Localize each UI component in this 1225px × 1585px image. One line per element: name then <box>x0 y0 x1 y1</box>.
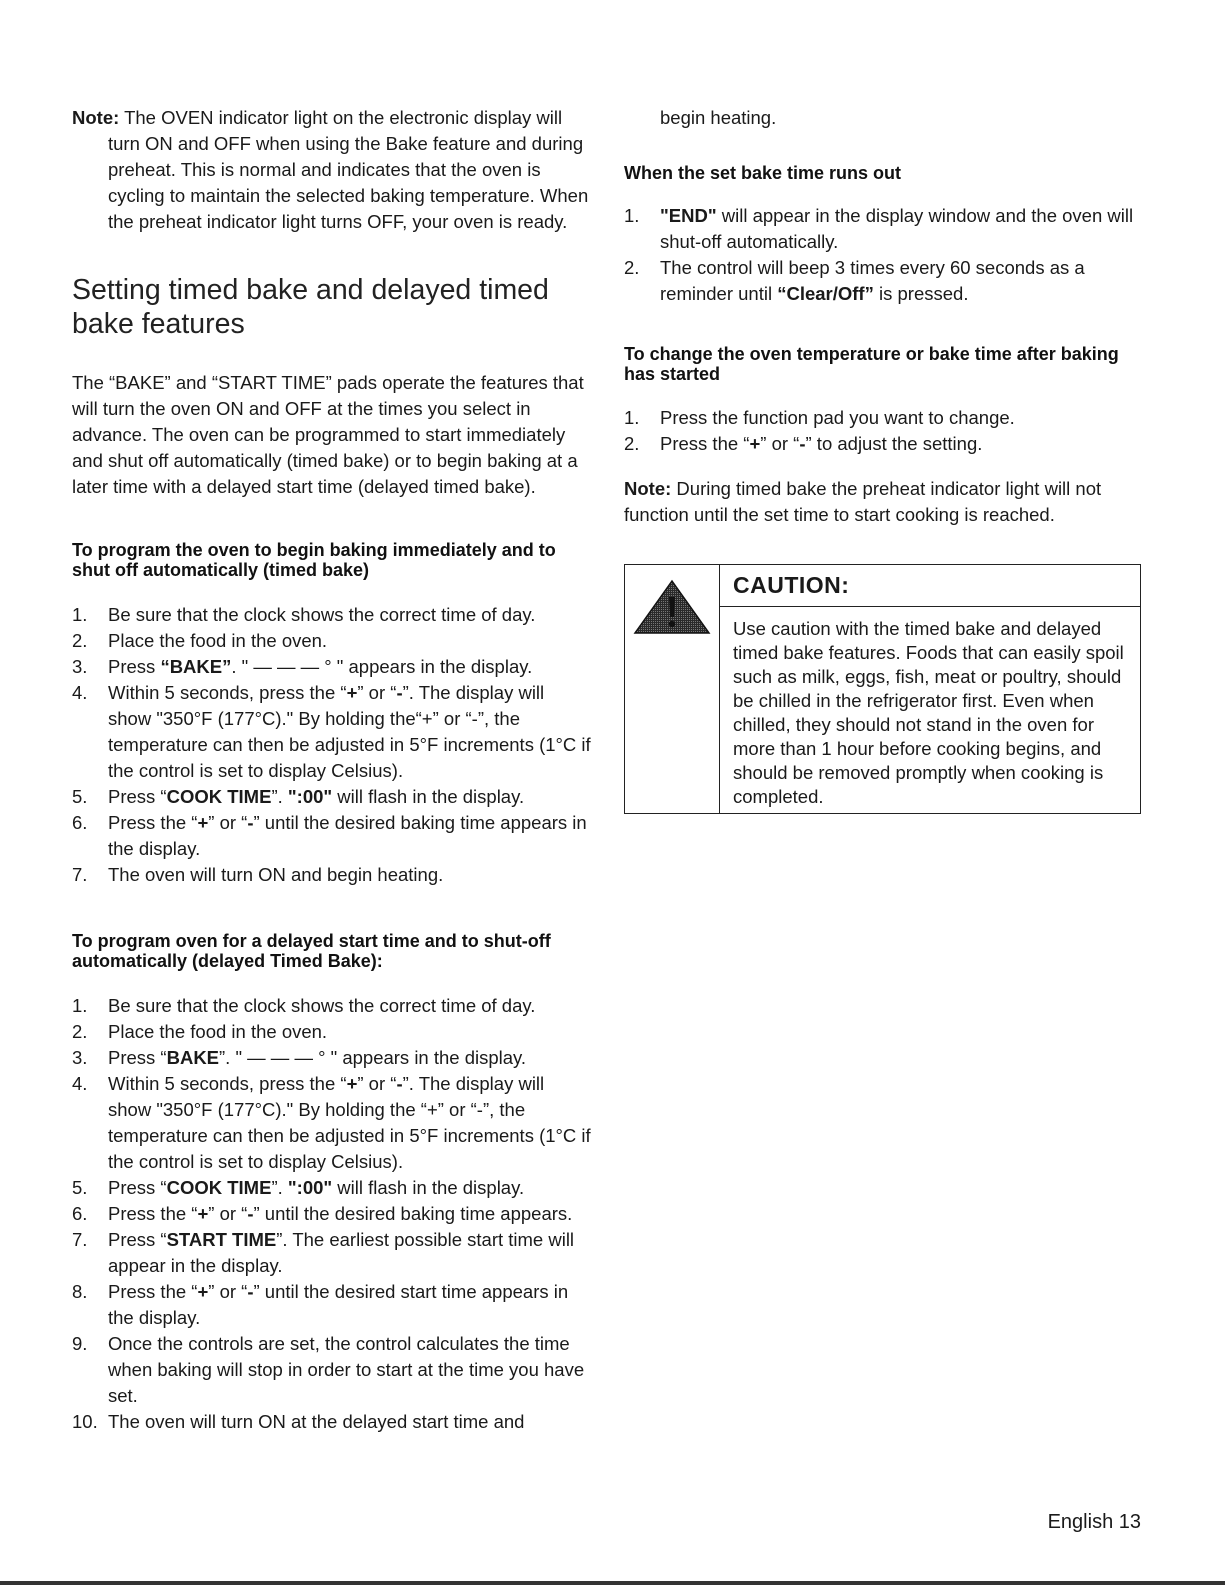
preheat-note <box>624 476 1144 528</box>
list-item: 7. Press “START TIME”. The earliest possible start time will appear in the display. <box>72 1229 575 1276</box>
caution-icon-cell <box>625 565 720 813</box>
oven-indicator-note <box>72 105 592 235</box>
list-item: 3. Press “BAKE”. " — — — ° " appears in the display. <box>72 1047 527 1068</box>
caution-title: CAUTION: <box>719 565 1140 607</box>
timed-bake-steps <box>72 602 592 888</box>
list-item: 1. Be sure that the clock shows the correct time of day. <box>72 604 536 625</box>
list-item: 5. Press “COOK TIME”. ":00" will flash in the display. <box>72 1177 525 1198</box>
caution-box <box>624 564 1141 814</box>
list-item: 1. Be sure that the clock shows the correct time of day. <box>72 995 536 1016</box>
delayed-bake-steps <box>72 993 592 1435</box>
list-item: 2. Place the food in the oven. <box>72 630 328 651</box>
list-item: 2. The control will beep 3 times every 60 seconds as a reminder until “Clear/Off” is pressed. <box>624 257 1085 304</box>
list-item: 7. The oven will turn ON and begin heating. <box>72 864 444 885</box>
list-item: 1. Press the function pad you want to change. <box>624 407 1015 428</box>
list-item: 3. Press “BAKE”. " — — — ° " appears in the display. <box>72 656 533 677</box>
caution-text: Use caution with the timed bake and delayed timed bake features. Foods that can easily spoil such as milk, eggs, fish, meat or poultry, should be chilled in the refrigerator first. Even when chilled, they should not stand in the oven for more than 1 hour before cooking begins, and should be removed promptly when cooking is completed. <box>733 618 1124 807</box>
intro-paragraph: The “BAKE” and “START TIME” pads operate the features that will turn the oven ON and OFF at the times you select in advance. The oven can be programmed to start immediately and shut off automatically (timed bake) or to begin baking at a later time with a delayed start time (delayed timed bake). <box>72 372 584 497</box>
list-item: 2. Place the food in the oven. <box>72 1021 328 1042</box>
left-column <box>72 105 592 1435</box>
list-item: 2. Press the “+” or “-” to adjust the setting. <box>624 433 983 454</box>
list-item: 5. Press “COOK TIME”. ":00" will flash in the display. <box>72 786 525 807</box>
list-item: 9. Once the controls are set, the control calculates the time when baking will stop in order to start at the time you have set. <box>72 1333 585 1406</box>
page-footer: English 13 <box>1047 1511 1141 1533</box>
delayed-bake-heading: To program oven for a delayed start time and to shut-off automatically (delayed Timed Bake): <box>72 931 551 971</box>
list-item: 4. Within 5 seconds, press the “+” or “-”. The display will show "350°F (177°C)." By holding the “+” or “-”, the temperature can then be adjusted in 5°F increments (1°C if the control is set to display Celsius). <box>72 1073 591 1172</box>
note-text: The OVEN indicator light on the electronic display will turn ON and OFF when using the Bake feature and during preheat. This is normal and indicates that the oven is cycling to maintain the selected baking temperature. When the preheat indicator light turns OFF, your oven is ready. <box>108 107 589 232</box>
note-label: Note: <box>72 107 120 128</box>
warning-triangle-icon <box>633 577 711 635</box>
list-item: 10. The oven will turn ON at the delayed start time and <box>72 1411 525 1432</box>
change-heading: To change the oven temperature or bake time after baking has started <box>624 344 1119 384</box>
list-item: 8. Press the “+” or “-” until the desired start time appears in the display. <box>72 1281 569 1328</box>
runs-out-steps <box>624 203 1144 307</box>
section-title: Setting timed bake and delayed timed bake features <box>72 274 549 340</box>
continuation-text: begin heating. <box>660 107 777 128</box>
list-item: 6. Press the “+” or “-” until the desired baking time appears in the display. <box>72 812 587 859</box>
change-steps <box>624 405 1144 457</box>
list-item: 4. Within 5 seconds, press the “+” or “-”. The display will show "350°F (177°C)." By holding the“+” or “-”, the temperature can then be adjusted in 5°F increments (1°C if the control is set to display Celsius). <box>72 682 591 781</box>
note-label: Note: <box>624 478 672 499</box>
right-column <box>624 105 1144 528</box>
note-text: During timed bake the preheat indicator light will not function until the set time to start cooking is reached. <box>624 478 1102 525</box>
list-item: 1. "END" will appear in the display window and the oven will shut-off automatically. <box>624 205 1134 252</box>
runs-out-heading: When the set bake time runs out <box>624 163 902 183</box>
bottom-rule <box>0 1581 1225 1585</box>
list-item: 6. Press the “+” or “-” until the desired baking time appears. <box>72 1203 573 1224</box>
timed-bake-heading: To program the oven to begin baking immediately and to shut off automatically (timed bake) <box>72 540 556 580</box>
